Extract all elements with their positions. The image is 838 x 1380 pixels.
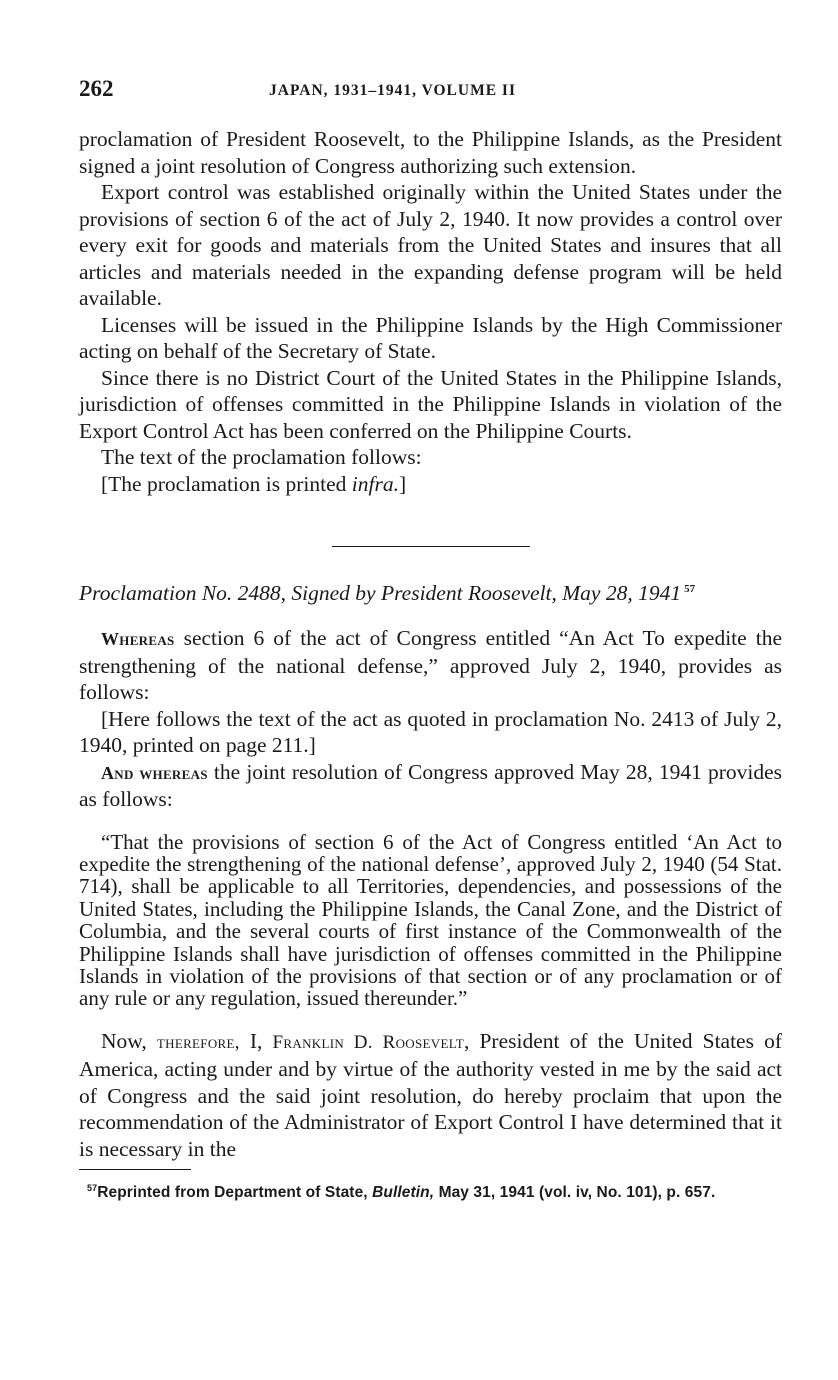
- and-whereas-text: the joint resolution of Congress approved May 28, 1941 provides as follows:: [79, 759, 782, 811]
- footnote: [79, 1179, 782, 1202]
- footnote-after: May 31, 1941 (vol. iv, No. 101), p. 657.: [434, 1184, 716, 1202]
- paragraph-export-control: Export control was established originally within the United States under the provisions of section 6 of the act of July 2, 1940. It now provides a control over every exit for goods and materials from the United States and insures that all articles and materials needed in the expanding defense program will be held available.: [79, 180, 782, 310]
- running-title: JAPAN, 1931–1941, VOLUME II: [269, 82, 516, 99]
- now-text: , President of the United States of America, acting under and by virtue of the authority vested in me by the said act of Congress and the said joint resolution, do hereby proclaim that upon the recommendation of the Administrator of Export Control I have determined that it is necessary in the: [79, 1028, 782, 1161]
- i-text: I,: [239, 1028, 273, 1053]
- proclamation-title-text: Proclamation No. 2488, Signed by President Roosevelt, May 28, 1941: [79, 581, 682, 605]
- paragraph-licenses: Licenses will be issued in the Philippine Islands by the High Commissioner acting on behalf of the Secretary of State.: [79, 312, 782, 363]
- page-number: 262: [79, 76, 114, 101]
- paragraph-jurisdiction: Since there is no District Court of the United States in the Philippine Islands, jurisdiction of offenses committed in the Philippine Islands in violation of the Export Control Act has been conferred on the Philippine Courts.: [79, 365, 782, 443]
- paragraph-text-follows: The text of the proclamation follows:: [101, 445, 422, 469]
- bracket-note-before: [The proclamation is printed: [101, 471, 352, 496]
- bracket-note: [79, 471, 782, 498]
- whereas-lead: Whereas: [101, 629, 175, 649]
- now-lead: Now,: [101, 1028, 147, 1053]
- whereas-text: section 6 of the act of Congress entitled “An Act To expedite the strengthening of the national defense,” approved July 2, 1940, provides as follows:: [79, 626, 782, 704]
- footnote-before: Reprinted from Department of State,: [97, 1184, 373, 1202]
- footnote-rule: [79, 1169, 191, 1170]
- whereas-paragraph: [79, 625, 782, 706]
- footnote-italic: Bulletin,: [372, 1184, 435, 1202]
- bracket-note-after: ]: [398, 471, 407, 496]
- and-whereas-lead: And whereas: [101, 762, 208, 783]
- footnote-mark: 57: [87, 1183, 98, 1194]
- document-page: [79, 70, 782, 1202]
- paragraph-continuation: proclamation of President Roosevelt, to the Philippine Islands, as the President signed a joint resolution of Congress authorizing such extension.: [79, 127, 782, 178]
- bracket-paragraph: [Here follows the text of the act as quoted in proclamation No. 2413 of July 2, 1940, printed on page 211.]: [79, 706, 782, 757]
- proclamation-title: [79, 581, 782, 606]
- president-name: Franklin D. Roosevelt: [272, 1031, 464, 1053]
- footnote-ref: 57: [684, 582, 696, 595]
- section-divider: [332, 546, 530, 547]
- bracket-note-italic: infra.: [351, 471, 399, 496]
- running-head: [79, 70, 782, 104]
- and-whereas-paragraph: [79, 759, 782, 813]
- joint-resolution-quote: “That the provisions of section 6 of the Act of Congress entitled ‘An Act to expedite the strengthening of the national defense’, approved July 2, 1940 (54 Stat. 714), shall be applicable to all Territories, dependencies, and possessions of the United States, including the Philippine Islands, the Canal Zone, and the District of Columbia, and the several courts of first instance of the Commonwealth of the Philippine Islands shall have jurisdiction of offenses committed in the Philippine Islands in violation of the provisions of that section or of any proclamation or of any rule or any regulation, issued thereunder.”: [79, 829, 782, 1011]
- now-therefore-paragraph: [79, 1028, 782, 1163]
- therefore-word: therefore,: [156, 1031, 240, 1053]
